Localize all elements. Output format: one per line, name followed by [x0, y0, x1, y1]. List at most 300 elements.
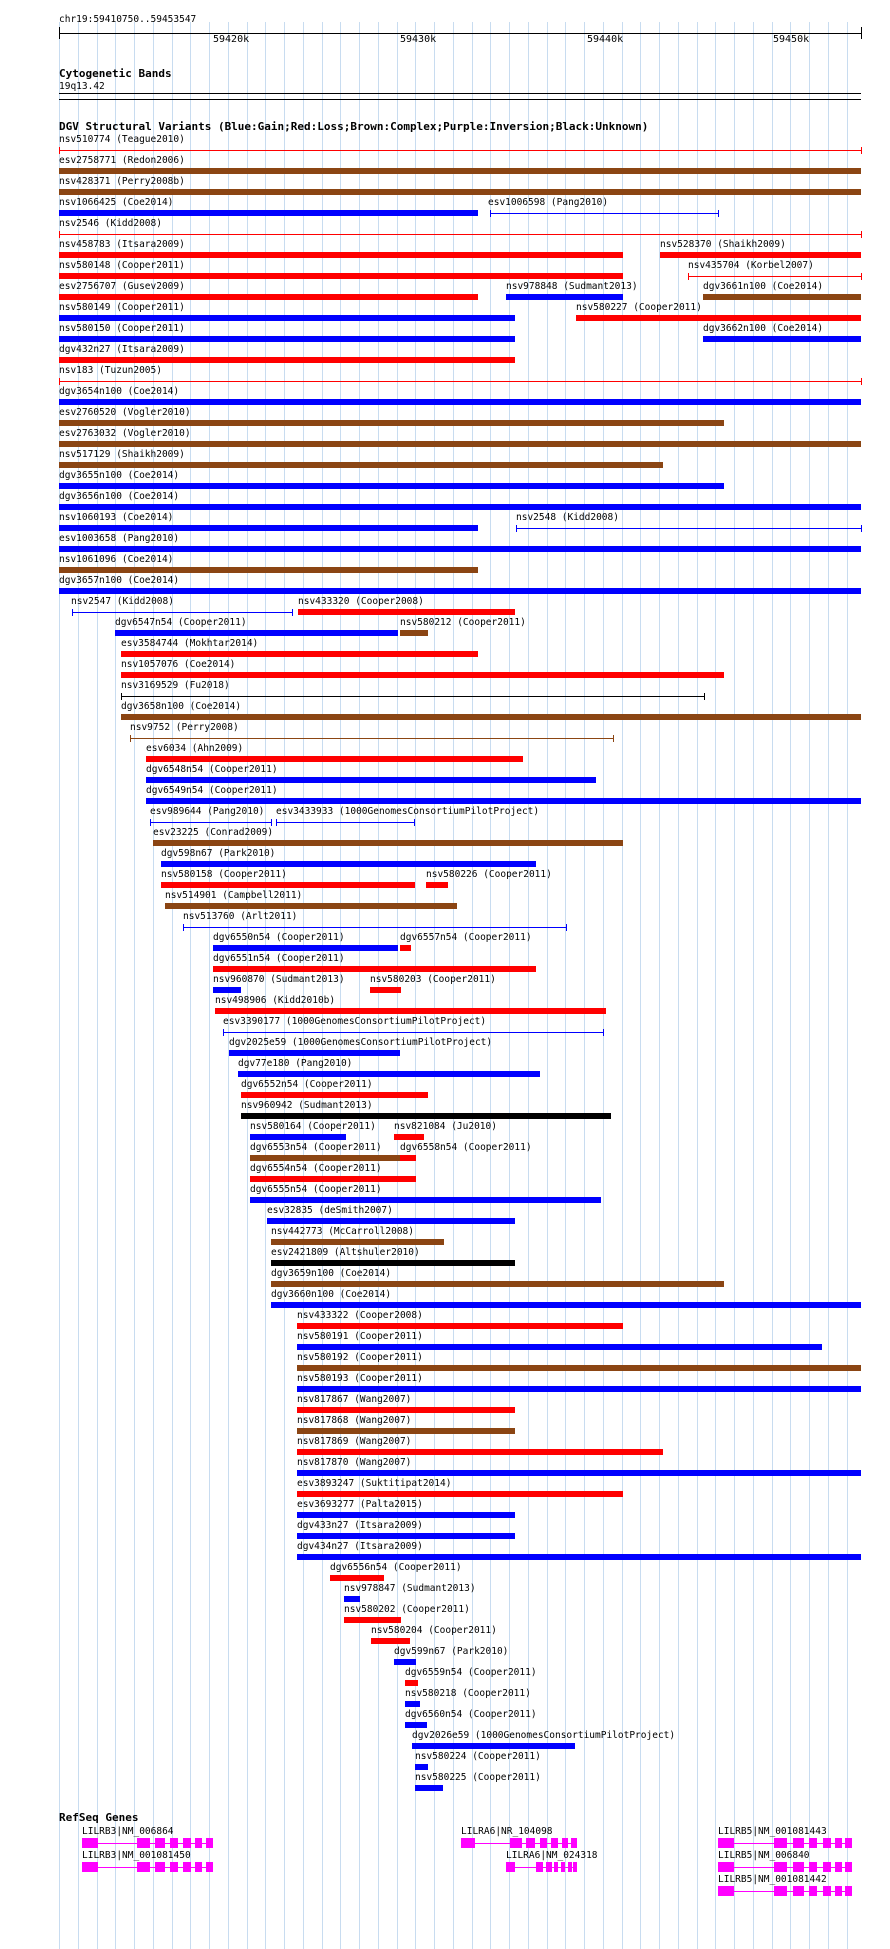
- variant-bar[interactable]: [400, 945, 411, 951]
- variant-bar[interactable]: [344, 1596, 360, 1602]
- variant-bar[interactable]: [405, 1701, 420, 1707]
- variant-label[interactable]: nsv528370 (Shaikh2009): [660, 239, 786, 250]
- variant-label[interactable]: dgv599n67 (Park2010): [394, 1646, 509, 1657]
- variant-end-cap: [861, 525, 862, 532]
- gene-exon[interactable]: [793, 1862, 804, 1872]
- variant-bar[interactable]: [298, 609, 515, 615]
- variant-bar[interactable]: [59, 210, 478, 216]
- variant-label[interactable]: nsv817869 (Wang2007): [297, 1436, 412, 1447]
- variant-label[interactable]: nsv2548 (Kidd2008): [516, 512, 619, 523]
- gene-exon[interactable]: [823, 1886, 831, 1896]
- gene-exon[interactable]: [137, 1862, 150, 1872]
- variant-bar[interactable]: [415, 1764, 428, 1770]
- variant-bar[interactable]: [59, 420, 724, 426]
- variant-bar[interactable]: [297, 1470, 861, 1476]
- variant-bar[interactable]: [576, 315, 861, 321]
- variant-label[interactable]: nsv513760 (Arlt2011): [183, 911, 298, 922]
- gene-exon[interactable]: [718, 1838, 734, 1848]
- gene-exon[interactable]: [554, 1862, 558, 1872]
- variant-label[interactable]: nsv2546 (Kidd2008): [59, 218, 162, 229]
- variant-label[interactable]: dgv6558n54 (Cooper2011): [400, 1142, 532, 1153]
- variant-label[interactable]: esv3584744 (Mokhtar2014): [121, 638, 259, 649]
- variant-label[interactable]: dgv2026e59 (1000GenomesConsortiumPilotProject): [412, 1730, 676, 1741]
- position-label: chr19:59410750..59453547: [59, 14, 197, 25]
- variant-bar[interactable]: [412, 1743, 575, 1749]
- variant-bar[interactable]: [59, 189, 861, 195]
- variant-label[interactable]: nsv821084 (Ju2010): [394, 1121, 497, 1132]
- grid-line: [509, 22, 510, 1949]
- variant-label[interactable]: dgv6559n54 (Cooper2011): [405, 1667, 537, 1678]
- variant-label[interactable]: nsv580202 (Cooper2011): [344, 1604, 470, 1615]
- gene-label[interactable]: LILRB5|NM_006840: [718, 1850, 810, 1861]
- gene-exon[interactable]: [845, 1862, 852, 1872]
- variant-label[interactable]: nsv1057076 (Coe2014): [121, 659, 236, 670]
- variant-bar[interactable]: [297, 1554, 861, 1560]
- variant-label[interactable]: nsv580193 (Cooper2011): [297, 1373, 423, 1384]
- cytoband-label: 19q13.42: [59, 81, 105, 92]
- grid-line: [715, 22, 716, 1949]
- variant-label[interactable]: dgv3661n100 (Coe2014): [703, 281, 824, 292]
- variant-end-cap: [292, 609, 293, 616]
- variant-bar[interactable]: [59, 150, 861, 151]
- variant-bar[interactable]: [213, 966, 536, 972]
- variant-bar[interactable]: [59, 357, 515, 363]
- gene-exon[interactable]: [82, 1862, 98, 1872]
- variant-label[interactable]: dgv6548n54 (Cooper2011): [146, 764, 278, 775]
- variant-label[interactable]: esv23225 (Conrad2009): [153, 827, 274, 838]
- variant-label[interactable]: dgv3662n100 (Coe2014): [703, 323, 824, 334]
- variant-bar[interactable]: [59, 381, 861, 382]
- variant-bar[interactable]: [394, 1659, 416, 1665]
- gene-exon[interactable]: [845, 1838, 852, 1848]
- grid-line: [247, 22, 248, 1949]
- variant-label[interactable]: dgv432n27 (Itsara2009): [59, 344, 185, 355]
- ruler-tick-label: 59450k: [773, 34, 810, 45]
- variant-label[interactable]: esv1006598 (Pang2010): [488, 197, 609, 208]
- variant-bar[interactable]: [250, 1176, 416, 1182]
- variant-label[interactable]: dgv434n27 (Itsara2009): [297, 1541, 423, 1552]
- variant-label[interactable]: nsv580224 (Cooper2011): [415, 1751, 541, 1762]
- variant-label[interactable]: nsv580149 (Cooper2011): [59, 302, 185, 313]
- variant-bar[interactable]: [506, 294, 623, 300]
- variant-bar[interactable]: [59, 504, 861, 510]
- variant-label[interactable]: dgv3658n100 (Coe2014): [121, 701, 242, 712]
- variant-bar[interactable]: [59, 234, 861, 235]
- variant-label[interactable]: nsv183 (Tuzun2005): [59, 365, 162, 376]
- variant-end-cap: [688, 273, 689, 280]
- variant-label[interactable]: nsv817870 (Wang2007): [297, 1457, 412, 1468]
- variant-bar[interactable]: [161, 882, 415, 888]
- variant-bar[interactable]: [405, 1722, 427, 1728]
- gene-label[interactable]: LILRB5|NM_001081443: [718, 1826, 827, 1837]
- variant-label[interactable]: nsv960942 (Sudmant2013): [241, 1100, 373, 1111]
- variant-label[interactable]: esv3433933 (1000GenomesConsortiumPilotProject): [276, 806, 540, 817]
- variant-bar[interactable]: [688, 276, 861, 277]
- variant-label[interactable]: nsv9752 (Perry2008): [130, 722, 239, 733]
- variant-bar[interactable]: [344, 1617, 401, 1623]
- variant-end-cap: [861, 273, 862, 280]
- variant-end-cap: [130, 735, 131, 742]
- dgv-track-title: DGV Structural Variants (Blue:Gain;Red:Loss;Brown:Complex;Purple:Inversion;Black:Unknown): [59, 120, 649, 133]
- variant-bar[interactable]: [271, 1302, 861, 1308]
- variant-end-cap: [566, 924, 567, 931]
- variant-bar[interactable]: [426, 882, 448, 888]
- variant-bar[interactable]: [371, 1638, 410, 1644]
- gene-exon[interactable]: [195, 1838, 202, 1848]
- variant-label[interactable]: esv3893247 (Suktitipat2014): [297, 1478, 452, 1489]
- gene-exon[interactable]: [774, 1838, 787, 1848]
- grid-line: [265, 22, 266, 1949]
- variant-end-cap: [861, 378, 862, 385]
- variant-bar[interactable]: [59, 462, 663, 468]
- variant-label[interactable]: dgv77e180 (Pang2010): [238, 1058, 353, 1069]
- variant-bar[interactable]: [121, 651, 478, 657]
- variant-label[interactable]: nsv3169529 (Fu2018): [121, 680, 230, 691]
- variant-bar[interactable]: [215, 1008, 606, 1014]
- grid-line: [828, 22, 829, 1949]
- variant-bar[interactable]: [146, 756, 523, 762]
- gene-exon[interactable]: [845, 1886, 852, 1896]
- variant-bar[interactable]: [59, 294, 478, 300]
- variant-label[interactable]: dgv2025e59 (1000GenomesConsortiumPilotProject): [229, 1037, 493, 1048]
- variant-label[interactable]: nsv580212 (Cooper2011): [400, 617, 526, 628]
- variant-label[interactable]: nsv978847 (Sudmant2013): [344, 1583, 476, 1594]
- gene-exon[interactable]: [195, 1862, 202, 1872]
- variant-bar[interactable]: [415, 1785, 443, 1791]
- variant-label[interactable]: nsv442773 (McCarroll2008): [271, 1226, 414, 1237]
- variant-bar[interactable]: [297, 1365, 861, 1371]
- grid-line: [359, 22, 360, 1949]
- gene-exon[interactable]: [526, 1838, 535, 1848]
- variant-bar[interactable]: [297, 1323, 623, 1329]
- gene-exon[interactable]: [562, 1838, 568, 1848]
- gene-label[interactable]: LILRA6|NM_024318: [506, 1850, 598, 1861]
- variant-label[interactable]: nsv580148 (Cooper2011): [59, 260, 185, 271]
- variant-bar[interactable]: [183, 927, 566, 928]
- variant-label[interactable]: dgv3656n100 (Coe2014): [59, 491, 180, 502]
- variant-label[interactable]: esv2758771 (Redon2006): [59, 155, 185, 166]
- variant-end-cap: [613, 735, 614, 742]
- variant-bar[interactable]: [223, 1032, 603, 1033]
- variant-bar[interactable]: [59, 483, 724, 489]
- variant-bar[interactable]: [271, 1239, 444, 1245]
- gene-exon[interactable]: [573, 1862, 577, 1872]
- grid-line: [734, 22, 735, 1949]
- variant-bar[interactable]: [59, 315, 515, 321]
- variant-label[interactable]: nsv498906 (Kidd2010b): [215, 995, 336, 1006]
- variant-label[interactable]: nsv580225 (Cooper2011): [415, 1772, 541, 1783]
- gene-exon[interactable]: [835, 1862, 842, 1872]
- variant-bar[interactable]: [250, 1197, 601, 1203]
- variant-bar[interactable]: [146, 798, 861, 804]
- variant-bar[interactable]: [276, 822, 414, 823]
- variant-end-cap: [271, 819, 272, 826]
- variant-label[interactable]: nsv435704 (Korbel2007): [688, 260, 814, 271]
- variant-label[interactable]: esv989644 (Pang2010): [150, 806, 265, 817]
- gene-exon[interactable]: [568, 1862, 572, 1872]
- variant-label[interactable]: nsv510774 (Teague2010): [59, 134, 185, 145]
- variant-label[interactable]: nsv1066425 (Coe2014): [59, 197, 174, 208]
- gene-exon[interactable]: [551, 1838, 558, 1848]
- variant-label[interactable]: dgv6555n54 (Cooper2011): [250, 1184, 382, 1195]
- variant-bar[interactable]: [72, 612, 292, 613]
- variant-label[interactable]: nsv580191 (Cooper2011): [297, 1331, 423, 1342]
- variant-bar[interactable]: [405, 1680, 418, 1686]
- variant-end-cap: [276, 819, 277, 826]
- variant-end-cap: [861, 147, 862, 154]
- variant-bar[interactable]: [516, 528, 861, 529]
- variant-bar[interactable]: [297, 1491, 623, 1497]
- gene-exon[interactable]: [546, 1862, 552, 1872]
- variant-label[interactable]: esv3390177 (1000GenomesConsortiumPilotProject): [223, 1016, 487, 1027]
- variant-bar[interactable]: [161, 861, 536, 867]
- variant-bar[interactable]: [297, 1428, 515, 1434]
- gene-exon[interactable]: [155, 1862, 165, 1872]
- variant-end-cap: [183, 924, 184, 931]
- variant-bar[interactable]: [59, 336, 515, 342]
- grid-line: [547, 22, 548, 1949]
- variant-label[interactable]: dgv433n27 (Itsara2009): [297, 1520, 423, 1531]
- variant-label[interactable]: nsv580203 (Cooper2011): [370, 974, 496, 985]
- gene-exon[interactable]: [774, 1862, 787, 1872]
- variant-bar[interactable]: [59, 273, 623, 279]
- variant-label[interactable]: esv2756707 (Gusev2009): [59, 281, 185, 292]
- variant-bar[interactable]: [121, 672, 724, 678]
- grid-line: [772, 22, 773, 1949]
- gene-exon[interactable]: [540, 1838, 547, 1848]
- variant-label[interactable]: nsv580150 (Cooper2011): [59, 323, 185, 334]
- grid-line: [790, 22, 791, 1949]
- variant-label[interactable]: dgv6550n54 (Cooper2011): [213, 932, 345, 943]
- cytoband-bar-bottom[interactable]: [59, 99, 861, 100]
- variant-bar[interactable]: [400, 1155, 416, 1161]
- variant-label[interactable]: dgv6551n54 (Cooper2011): [213, 953, 345, 964]
- gene-exon[interactable]: [536, 1862, 543, 1872]
- variant-label[interactable]: nsv580158 (Cooper2011): [161, 869, 287, 880]
- gene-exon[interactable]: [823, 1862, 831, 1872]
- variant-bar[interactable]: [59, 399, 861, 405]
- variant-bar[interactable]: [297, 1344, 822, 1350]
- gene-exon[interactable]: [170, 1838, 178, 1848]
- variant-bar[interactable]: [490, 213, 718, 214]
- gene-exon[interactable]: [170, 1862, 178, 1872]
- variant-bar[interactable]: [297, 1533, 515, 1539]
- gene-exon[interactable]: [774, 1886, 787, 1896]
- variant-label[interactable]: esv32835 (deSmith2007): [267, 1205, 393, 1216]
- variant-label[interactable]: nsv978848 (Sudmant2013): [506, 281, 638, 292]
- variant-bar[interactable]: [150, 822, 271, 823]
- gene-exon[interactable]: [793, 1886, 804, 1896]
- grid-line: [284, 22, 285, 1949]
- variant-bar[interactable]: [297, 1449, 663, 1455]
- variant-end-cap: [59, 231, 60, 238]
- variant-label[interactable]: nsv580192 (Cooper2011): [297, 1352, 423, 1363]
- ruler-line: [59, 33, 861, 34]
- variant-bar[interactable]: [370, 987, 401, 993]
- variant-label[interactable]: nsv580164 (Cooper2011): [250, 1121, 376, 1132]
- gene-exon[interactable]: [137, 1838, 150, 1848]
- grid-line: [322, 22, 323, 1949]
- variant-label[interactable]: dgv6554n54 (Cooper2011): [250, 1163, 382, 1174]
- variant-label[interactable]: nsv1060193 (Coe2014): [59, 512, 174, 523]
- variant-bar[interactable]: [238, 1071, 540, 1077]
- variant-bar[interactable]: [59, 525, 478, 531]
- variant-label[interactable]: dgv3660n100 (Coe2014): [271, 1289, 392, 1300]
- variant-bar[interactable]: [394, 1134, 424, 1140]
- variant-label[interactable]: nsv514901 (Campbell2011): [165, 890, 303, 901]
- gene-label[interactable]: LILRB3|NM_001081450: [82, 1850, 191, 1861]
- variant-end-cap: [150, 819, 151, 826]
- gene-exon[interactable]: [823, 1838, 831, 1848]
- gene-exon[interactable]: [835, 1838, 842, 1848]
- grid-line: [228, 22, 229, 1949]
- grid-line: [434, 22, 435, 1949]
- grid-line: [753, 22, 754, 1949]
- gene-exon[interactable]: [183, 1838, 191, 1848]
- variant-label[interactable]: nsv960870 (Sudmant2013): [213, 974, 345, 985]
- variant-bar[interactable]: [267, 1218, 515, 1224]
- variant-label[interactable]: esv1003658 (Pang2010): [59, 533, 180, 544]
- gene-exon[interactable]: [206, 1838, 213, 1848]
- variant-label[interactable]: dgv6556n54 (Cooper2011): [330, 1562, 462, 1573]
- variant-end-cap: [72, 609, 73, 616]
- variant-label[interactable]: nsv428371 (Perry2008b): [59, 176, 185, 187]
- gene-exon[interactable]: [461, 1838, 475, 1848]
- variant-bar[interactable]: [165, 903, 457, 909]
- grid-line: [565, 22, 566, 1949]
- gene-exon[interactable]: [561, 1862, 565, 1872]
- variant-label[interactable]: nsv517129 (Shaikh2009): [59, 449, 185, 460]
- variant-end-cap: [861, 231, 862, 238]
- variant-bar[interactable]: [250, 1134, 346, 1140]
- variant-end-cap: [59, 378, 60, 385]
- variant-label[interactable]: dgv6549n54 (Cooper2011): [146, 785, 278, 796]
- variant-bar[interactable]: [146, 777, 596, 783]
- variant-label[interactable]: nsv433322 (Cooper2008): [297, 1310, 423, 1321]
- variant-bar[interactable]: [121, 714, 861, 720]
- refseq-track-title: RefSeq Genes: [59, 1811, 139, 1824]
- cytoband-bar-top[interactable]: [59, 93, 861, 94]
- variant-end-cap: [603, 1029, 604, 1036]
- variant-end-cap: [704, 693, 705, 700]
- variant-end-cap: [718, 210, 719, 217]
- gene-exon[interactable]: [510, 1838, 522, 1848]
- variant-bar[interactable]: [153, 840, 623, 846]
- variant-bar[interactable]: [241, 1092, 428, 1098]
- variant-bar[interactable]: [271, 1260, 515, 1266]
- variant-label[interactable]: esv3693277 (Palta2015): [297, 1499, 423, 1510]
- variant-bar[interactable]: [400, 630, 428, 636]
- variant-bar[interactable]: [59, 168, 861, 174]
- variant-label[interactable]: dgv6560n54 (Cooper2011): [405, 1709, 537, 1720]
- variant-label[interactable]: dgv6553n54 (Cooper2011): [250, 1142, 382, 1153]
- variant-bar[interactable]: [297, 1407, 515, 1413]
- variant-label[interactable]: dgv3659n100 (Coe2014): [271, 1268, 392, 1279]
- gene-exon[interactable]: [718, 1862, 734, 1872]
- cytoband-track-title: Cytogenetic Bands: [59, 67, 172, 80]
- variant-bar[interactable]: [59, 546, 861, 552]
- variant-label[interactable]: esv2421809 (Altshuler2010): [271, 1247, 420, 1258]
- variant-bar[interactable]: [130, 738, 613, 739]
- variant-label[interactable]: nsv433320 (Cooper2008): [298, 596, 424, 607]
- variant-label[interactable]: dgv6552n54 (Cooper2011): [241, 1079, 373, 1090]
- variant-label[interactable]: nsv580227 (Cooper2011): [576, 302, 702, 313]
- variant-label[interactable]: dgv3655n100 (Coe2014): [59, 470, 180, 481]
- gene-label[interactable]: LILRB3|NM_006864: [82, 1826, 174, 1837]
- grid-line: [378, 22, 379, 1949]
- variant-bar[interactable]: [297, 1386, 861, 1392]
- ruler-tick-end: [861, 27, 862, 39]
- variant-bar[interactable]: [59, 441, 861, 447]
- grid-line: [490, 22, 491, 1949]
- variant-bar[interactable]: [271, 1281, 724, 1287]
- variant-label[interactable]: dgv3657n100 (Coe2014): [59, 575, 180, 586]
- gene-exon[interactable]: [809, 1886, 817, 1896]
- variant-bar[interactable]: [59, 567, 478, 573]
- variant-bar[interactable]: [241, 1113, 611, 1119]
- variant-bar[interactable]: [115, 630, 398, 636]
- variant-label[interactable]: nsv580218 (Cooper2011): [405, 1688, 531, 1699]
- gene-exon[interactable]: [82, 1838, 98, 1848]
- variant-bar[interactable]: [59, 252, 623, 258]
- variant-label[interactable]: nsv817867 (Wang2007): [297, 1394, 412, 1405]
- gene-exon[interactable]: [718, 1886, 734, 1896]
- variant-bar[interactable]: [703, 294, 861, 300]
- gene-label[interactable]: LILRB5|NM_001081442: [718, 1874, 827, 1885]
- gene-exon[interactable]: [183, 1862, 191, 1872]
- gene-exon[interactable]: [809, 1862, 817, 1872]
- variant-bar[interactable]: [250, 1155, 416, 1161]
- variant-bar[interactable]: [121, 696, 704, 697]
- variant-label[interactable]: esv2763032 (Vogler2010): [59, 428, 191, 439]
- gene-exon[interactable]: [206, 1862, 213, 1872]
- variant-label[interactable]: nsv1061096 (Coe2014): [59, 554, 174, 565]
- gene-exon[interactable]: [506, 1862, 515, 1872]
- variant-bar[interactable]: [330, 1575, 384, 1581]
- variant-bar[interactable]: [213, 987, 241, 993]
- variant-label[interactable]: esv6034 (Ahn2009): [146, 743, 244, 754]
- grid-line: [472, 22, 473, 1949]
- variant-label[interactable]: esv2760520 (Vogler2010): [59, 407, 191, 418]
- variant-bar[interactable]: [229, 1050, 400, 1056]
- variant-end-cap: [516, 525, 517, 532]
- variant-label[interactable]: dgv6557n54 (Cooper2011): [400, 932, 532, 943]
- variant-label[interactable]: nsv580226 (Cooper2011): [426, 869, 552, 880]
- variant-label[interactable]: nsv458783 (Itsara2009): [59, 239, 185, 250]
- variant-bar[interactable]: [703, 336, 861, 342]
- variant-label[interactable]: nsv2547 (Kidd2008): [71, 596, 174, 607]
- ruler-tick-label: 59430k: [400, 34, 437, 45]
- gene-exon[interactable]: [793, 1838, 804, 1848]
- gene-exon[interactable]: [809, 1838, 817, 1848]
- variant-label[interactable]: dgv6547n54 (Cooper2011): [115, 617, 247, 628]
- variant-bar[interactable]: [213, 945, 398, 951]
- gene-exon[interactable]: [571, 1838, 577, 1848]
- gene-exon[interactable]: [835, 1886, 842, 1896]
- gene-label[interactable]: LILRA6|NR_104098: [461, 1826, 553, 1837]
- grid-line: [528, 22, 529, 1949]
- variant-label[interactable]: dgv3654n100 (Coe2014): [59, 386, 180, 397]
- gene-exon[interactable]: [155, 1838, 165, 1848]
- variant-label[interactable]: dgv598n67 (Park2010): [161, 848, 276, 859]
- variant-bar[interactable]: [660, 252, 861, 258]
- variant-end-cap: [121, 693, 122, 700]
- ruler-tick-label: 59420k: [213, 34, 250, 45]
- variant-label[interactable]: nsv817868 (Wang2007): [297, 1415, 412, 1426]
- variant-bar[interactable]: [297, 1512, 515, 1518]
- variant-bar[interactable]: [59, 588, 861, 594]
- variant-label[interactable]: nsv580204 (Cooper2011): [371, 1625, 497, 1636]
